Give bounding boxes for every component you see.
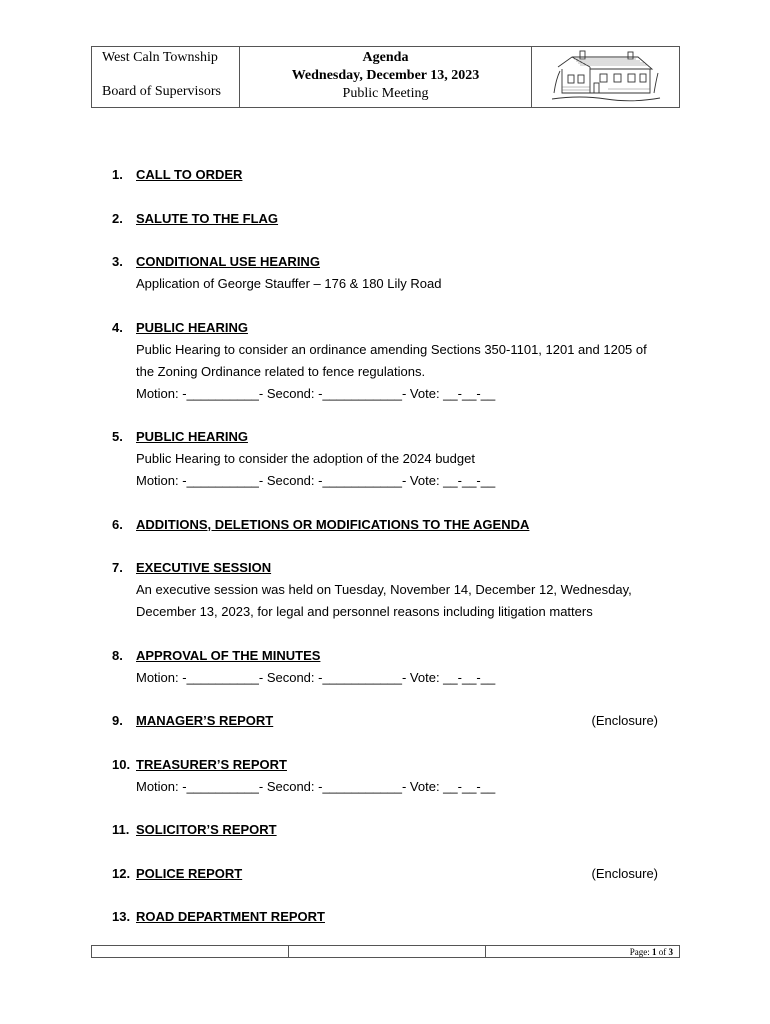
agenda-item	[112, 710, 692, 732]
item-line: Application of George Stauffer – 176 & 180 Lily Road	[136, 276, 442, 291]
meeting-type: Public Meeting	[342, 86, 429, 101]
motion-line: Motion: -__________- Second: -___________- Vote: __-__-__	[136, 669, 496, 685]
agenda-item	[112, 819, 692, 841]
agenda-item	[112, 645, 692, 689]
item-title: POLICE REPORT	[136, 865, 243, 881]
item-number: 9.	[112, 713, 123, 728]
agenda-item	[112, 164, 692, 186]
item-number: 7.	[112, 560, 123, 575]
agenda-item	[112, 426, 692, 492]
motion-line: Motion: -__________- Second: -___________- Vote: __-__-__	[136, 473, 496, 488]
footer-table	[91, 945, 680, 958]
item-line: Public Hearing to consider the adoption of the 2024 budget	[136, 451, 475, 466]
agenda-item	[112, 514, 692, 536]
item-number: 10.	[112, 756, 131, 772]
agenda-title: Agenda	[362, 50, 409, 65]
board-name: Board of Supervisors	[102, 84, 221, 99]
agenda-item	[112, 208, 692, 230]
item-title: EXECUTIVE SESSION	[136, 560, 272, 575]
motion-line: Motion: -__________- Second: -___________- Vote: __-__-__	[136, 385, 496, 401]
item-number: 4.	[112, 319, 123, 335]
item-line: the Zoning Ordinance related to fence regulations.	[136, 363, 426, 379]
item-title: APPROVAL OF THE MINUTES	[136, 647, 321, 663]
item-number: 13.	[112, 909, 131, 924]
item-number: 3.	[112, 254, 123, 269]
agenda-item	[112, 906, 692, 928]
item-line: An executive session was held on Tuesday, November 14, December 12, Wednesday,	[136, 582, 632, 597]
township-building-sketch-logo	[550, 49, 662, 105]
item-title: TREASURER’S REPORT	[136, 756, 287, 772]
item-number: 12.	[112, 865, 131, 881]
item-title: SOLICITOR’S REPORT	[136, 822, 277, 837]
page-of: of	[658, 947, 667, 957]
item-number: 11.	[112, 822, 130, 837]
item-title: ADDITIONS, DELETIONS OR MODIFICATIONS TO THE AGENDA	[136, 516, 530, 532]
motion-line: Motion: -__________- Second: -___________- Vote: __-__-__	[136, 778, 496, 794]
agenda-item	[112, 251, 692, 295]
header-table	[91, 46, 680, 108]
agenda-item	[112, 754, 692, 798]
agenda-list	[112, 164, 692, 950]
item-number: 8.	[112, 647, 123, 663]
page-number: 1	[652, 947, 657, 957]
item-line: Public Hearing to consider an ordinance amending Sections 350-1101, 1201 and 1205 of	[136, 341, 647, 357]
item-title: SALUTE TO THE FLAG	[136, 210, 279, 226]
meeting-date: Wednesday, December 13, 2023	[291, 68, 480, 83]
footer-cell	[289, 946, 486, 957]
agenda-item	[112, 863, 692, 885]
page-label: Page:	[629, 947, 650, 957]
agenda-item	[112, 317, 692, 405]
page-total: 3	[668, 947, 673, 957]
item-title: ROAD DEPARTMENT REPORT	[136, 909, 325, 924]
enclosure-note: (Enclosure)	[591, 865, 658, 881]
item-title: CONDITIONAL USE HEARING	[136, 254, 320, 269]
footer-cell	[92, 946, 289, 957]
header-organization-cell	[92, 47, 240, 107]
agenda-item	[112, 557, 692, 623]
item-title: PUBLIC HEARING	[136, 429, 248, 444]
item-line: December 13, 2023, for legal and personnel reasons including litigation matters	[136, 604, 593, 619]
header-logo-cell	[532, 47, 679, 107]
item-number: 5.	[112, 429, 123, 444]
item-number: 1.	[112, 167, 123, 182]
item-number: 2.	[112, 210, 123, 226]
enclosure-note: (Enclosure)	[591, 713, 658, 728]
item-title: MANAGER’S REPORT	[136, 713, 274, 728]
item-title: CALL TO ORDER	[136, 167, 243, 182]
header-title-cell	[240, 47, 532, 107]
item-number: 6.	[112, 516, 123, 532]
page-indicator	[486, 946, 679, 957]
township-name: West Caln Township	[102, 50, 218, 65]
item-title: PUBLIC HEARING	[136, 319, 248, 335]
